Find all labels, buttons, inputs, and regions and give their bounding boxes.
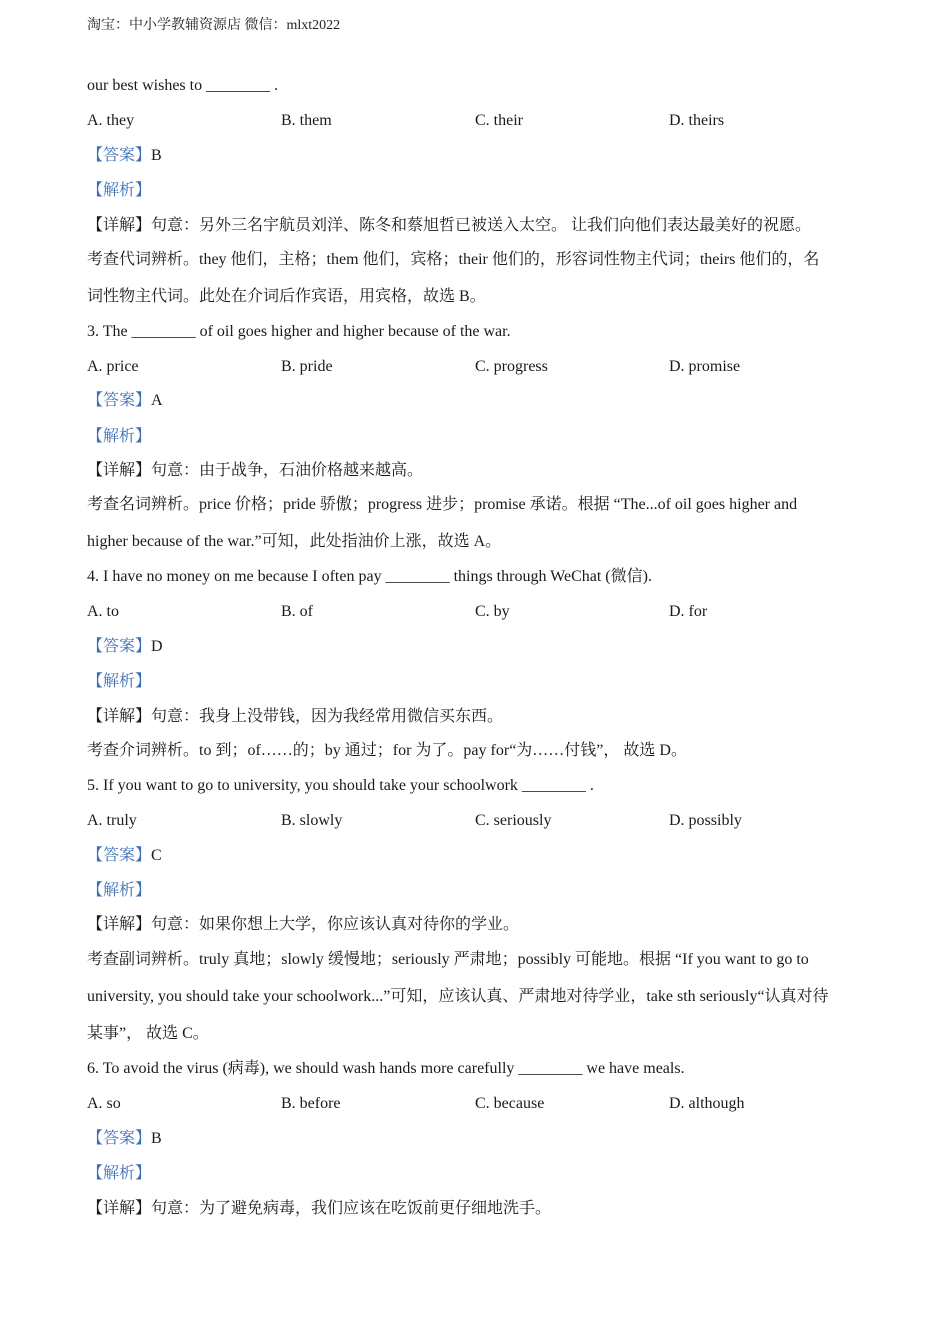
answer-value: A <box>151 392 163 409</box>
analysis-tag: 【解析】 <box>87 882 152 899</box>
detail-text: 句意：为了避免病毒，我们应该在吃饭前更仔细地洗手。 <box>151 1200 552 1217</box>
q4-analysis <box>87 672 151 692</box>
q6-detail <box>87 1199 551 1219</box>
detail-text: 句意：由于战争，石油价格越来越高。 <box>151 462 424 479</box>
answer-tag: 【答案】 <box>87 147 152 164</box>
answer-value: C <box>151 847 162 864</box>
q6-option-d: D. although <box>669 1095 745 1112</box>
answer-tag: 【答案】 <box>87 1130 152 1147</box>
q3-analysis <box>87 427 151 447</box>
analysis-tag: 【解析】 <box>87 182 152 199</box>
analysis-tag: 【解析】 <box>87 428 152 445</box>
q3-option-d: D. promise <box>669 358 741 375</box>
q3-option-a: A. price <box>87 358 139 375</box>
q2-answer <box>87 146 162 166</box>
q2-option-c: C. their <box>475 112 523 129</box>
q3-explanation-1: 考查名词辨析。price 价格；pride 骄傲；progress 进步；promise 承诺。根据 “The...of oil goes higher and <box>87 496 798 513</box>
q3-stem: 3. The ________ of oil goes higher and higher because of the war. <box>87 323 511 340</box>
q3-option-b: B. pride <box>281 358 333 375</box>
q5-option-d: D. possibly <box>669 812 742 829</box>
answer-value: D <box>151 638 163 655</box>
q4-stem: 4. I have no money on me because I often pay ________ things through WeChat (微信). <box>87 568 652 585</box>
detail-tag: 【详解】 <box>87 708 152 725</box>
q3-explanation-2: higher because of the war.”可知，此处指油价上涨，故选 A。 <box>87 533 502 550</box>
detail-tag: 【详解】 <box>87 462 152 479</box>
q6-answer <box>87 1129 162 1149</box>
q5-analysis <box>87 881 151 901</box>
q3-detail <box>87 461 423 481</box>
q4-option-d: D. for <box>669 603 708 620</box>
q6-stem: 6. To avoid the virus (病毒), we should wash hands more carefully ________ we have meals. <box>87 1060 685 1077</box>
q6-option-c: C. because <box>475 1095 545 1112</box>
q2-detail <box>87 216 811 236</box>
q4-option-a: A. to <box>87 603 119 620</box>
q2-option-a: A. they <box>87 112 135 129</box>
q5-option-a: A. truly <box>87 812 137 829</box>
q5-stem: 5. If you want to go to university, you should take your schoolwork ________ . <box>87 777 594 794</box>
q4-explanation-1: 考查介词辨析。to 到；of……的；by 通过；for 为了。pay for“为……付钱”， 故选 D。 <box>87 742 687 759</box>
detail-text: 句意：我身上没带钱，因为我经常用微信买东西。 <box>151 708 504 725</box>
q6-analysis <box>87 1164 151 1184</box>
q2-analysis <box>87 181 151 201</box>
q5-option-b: B. slowly <box>281 812 343 829</box>
detail-tag: 【详解】 <box>87 217 152 234</box>
q5-explanation-1: 考查副词辨析。truly 真地；slowly 缓慢地；seriously 严肃地；possibly 可能地。根据 “If you want to go to <box>87 951 809 968</box>
q6-option-a: A. so <box>87 1095 121 1112</box>
q4-answer <box>87 637 163 657</box>
q2-option-d: D. theirs <box>669 112 725 129</box>
q5-explanation-2: university, you should take your schoolwork...”可知，应该认真、严肃地对待学业，take sth seriously“认真对待 <box>87 988 829 1005</box>
analysis-tag: 【解析】 <box>87 1165 152 1182</box>
detail-tag: 【详解】 <box>87 1200 152 1217</box>
q2-explanation-1: 考查代词辨析。they 他们，主格；them 他们，宾格；their 他们的，形容词性物主代词；theirs 他们的，名 <box>87 251 820 268</box>
q5-option-c: C. seriously <box>475 812 552 829</box>
answer-tag: 【答案】 <box>87 638 152 655</box>
q3-answer <box>87 391 163 411</box>
answer-value: B <box>151 1130 162 1147</box>
q4-option-b: B. of <box>281 603 313 620</box>
answer-value: B <box>151 147 162 164</box>
detail-tag: 【详解】 <box>87 916 152 933</box>
answer-tag: 【答案】 <box>87 847 152 864</box>
q2-option-b: B. them <box>281 112 332 129</box>
page-header: 淘宝：中小学教辅资源店 微信：mlxt2022 <box>87 18 341 33</box>
detail-text: 句意：如果你想上大学，你应该认真对待你的学业。 <box>151 916 520 933</box>
q4-option-c: C. by <box>475 603 510 620</box>
q5-detail <box>87 915 519 935</box>
q6-option-b: B. before <box>281 1095 341 1112</box>
q2-explanation-2: 词性物主代词。此处在介词后作宾语，用宾格，故选 B。 <box>87 288 486 305</box>
answer-tag: 【答案】 <box>87 392 152 409</box>
q5-answer <box>87 846 162 866</box>
q3-option-c: C. progress <box>475 358 548 375</box>
q5-explanation-3: 某事”， 故选 C。 <box>87 1025 209 1042</box>
detail-text: 句意：另外三名宇航员刘洋、陈冬和蔡旭哲已被送入太空。 让我们向他们表达最美好的祝愿。 <box>151 217 812 234</box>
analysis-tag: 【解析】 <box>87 673 152 690</box>
q2-stem-tail: our best wishes to ________ . <box>87 77 279 94</box>
q4-detail <box>87 707 503 727</box>
